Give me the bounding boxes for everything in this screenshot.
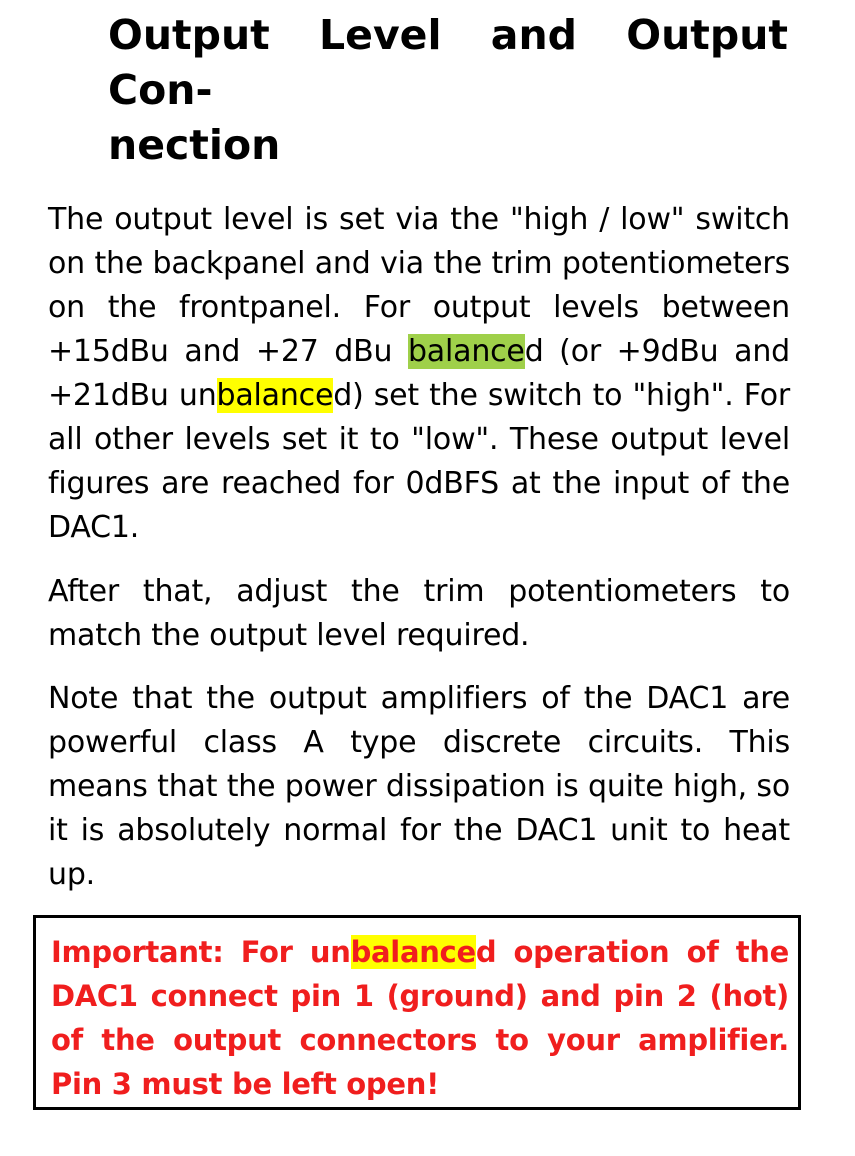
text-line: on the frontpanel. For output levels between — [48, 290, 790, 325]
text-line: The output level is set via the "high / low" switch — [48, 202, 790, 237]
text-segment: d operation of the — [475, 935, 789, 969]
warning-line: DAC1 connect pin 1 (ground) and pin 2 (hot) — [51, 979, 789, 1013]
heading-line-1: Output Level and Output Con- — [108, 11, 788, 114]
text-line: After that, adjust the trim potentiometers to — [48, 574, 790, 609]
highlighted-word: balance — [216, 378, 334, 413]
text-line: it is absolutely normal for the DAC1 unit to heat — [48, 813, 790, 848]
text-line: DAC1. — [48, 510, 140, 545]
text-line: all other levels set it to "low". These output level — [48, 422, 790, 457]
highlighted-word: balance — [407, 334, 525, 369]
warning-line: Pin 3 must be left open! — [51, 1067, 440, 1101]
text-segment: d (or +9dBu and — [524, 334, 790, 369]
text-line: on the backpanel and via the trim potentiometers — [48, 246, 790, 281]
important-notice-box — [33, 915, 801, 1110]
text-segment: +15dBu and +27 dBu — [48, 334, 408, 369]
text-segment: d) set the switch to "high". For — [333, 378, 790, 413]
text-line: Note that the output amplifiers of the DAC1 are — [48, 681, 790, 716]
paragraph-output-level — [48, 198, 790, 550]
text-segment: Important: For un — [51, 935, 351, 969]
warning-line — [51, 930, 789, 974]
text-line: figures are reached for 0dBFS at the input of the — [48, 466, 790, 501]
text-line — [48, 330, 790, 374]
warning-line: of the output connectors to your amplifier. — [51, 1023, 789, 1057]
text-line: powerful class A type discrete circuits. This — [48, 725, 790, 760]
text-line: match the output level required. — [48, 618, 530, 653]
text-line: up. — [48, 857, 95, 892]
section-heading — [108, 8, 788, 173]
text-line: means that the power dissipation is quite high, so — [48, 769, 790, 804]
heading-line-2: nection — [108, 121, 281, 169]
text-line — [48, 374, 790, 418]
text-segment: +21dBu un — [48, 378, 217, 413]
paragraph-trim-adjust — [48, 570, 790, 658]
important-notice-text — [51, 930, 789, 1106]
highlighted-word: balance — [350, 935, 476, 969]
paragraph-heat-note — [48, 677, 790, 897]
